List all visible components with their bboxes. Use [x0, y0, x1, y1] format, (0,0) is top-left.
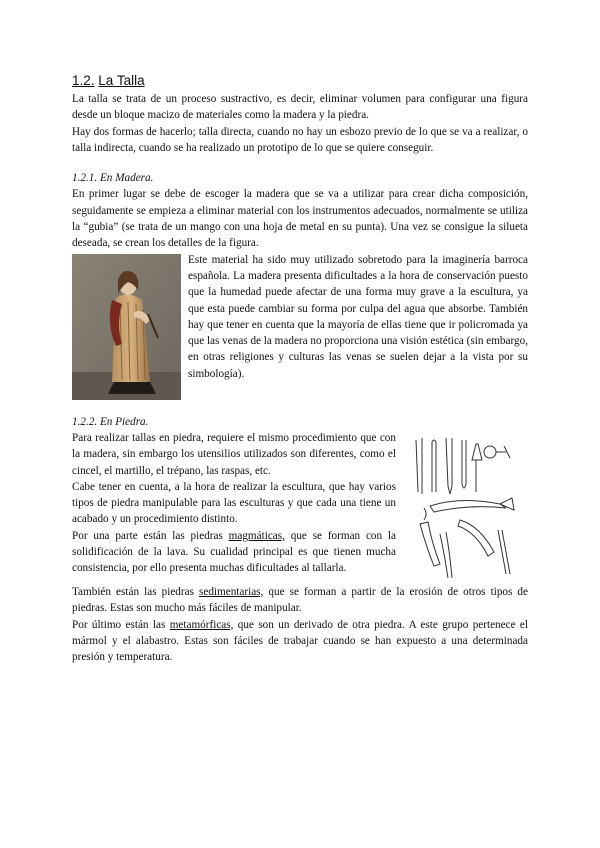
madera-figure-row	[72, 252, 528, 400]
stone-tools-sketch	[410, 434, 528, 584]
piedra-heading: 1.2.2. En Piedra.	[72, 415, 149, 428]
metamorficas-pre: Por último están las	[72, 618, 170, 631]
section-number: 1.2.	[72, 73, 95, 88]
piedra-figure-row	[72, 430, 528, 584]
intro-paragraph-2: Hay dos formas de hacerlo; talla directa, cuando no hay un esbozo previo de lo que se va a realizar, o talla indirecta, cuando se ha realizado un prototipo de lo que se quiere conseguir.	[72, 125, 528, 154]
document-page	[72, 72, 528, 665]
sedimentarias-pre: También están las piedras	[72, 585, 199, 598]
sedimentarias-post: que se forman a partir de la erosión de otros tipos de piedras. Estas son mucho más fáciles de manipular.	[72, 585, 528, 615]
piedra-paragraph-5	[72, 617, 528, 666]
sedimentarias-term: sedimentarias,	[199, 585, 264, 598]
metamorficas-term: metamórficas,	[169, 618, 234, 631]
madera-paragraph-2: Este material ha sido muy utilizado sobretodo para la imaginería barroca española. La madera presenta dificultades a la hora de conservación puesto que la humedad puede afectar de una forma muy grave a la escultura, ya que esta puede cambiar su forma por culpa del agua que absorbe. También hay que tener en cuenta que la mayoría de ellas tiene que ir policromada ya que las venas de la madera no proporciona una visión estética (sin embargo, en otras religiones y culturas las venas se suelen dejar a la vista por su simbología).	[188, 253, 528, 380]
metamorficas-post: que son un derivado de otra piedra. A este grupo pertenece el mármol y el alabastro. Estas son fáciles de trabajar cuando se han expuesto a una determinada presión y temperatura.	[72, 618, 529, 664]
magmaticas-post: que se forman con la solidificación de la lava. Su cualidad principal es que tienen mucha consistencia, por ello presenta muchas dificultades al tallarla.	[72, 529, 396, 575]
piedra-paragraph-3	[72, 528, 396, 577]
madera-paragraph-1: En primer lugar se debe de escoger la madera que se va a utilizar para crear dicha composición, seguidamente se empieza a eliminar material con los instrumentos adecuados, normalmente se utiliza la “gubia” (se trata de un mango con una hoja de metal en su punta). Una vez se consigue la silueta deseada, se crean los detalles de la figura.	[72, 188, 528, 250]
wood-sculpture-image	[72, 254, 181, 400]
section-heading	[72, 72, 528, 89]
piedra-paragraph-4	[72, 584, 528, 617]
section-title: La Talla	[98, 73, 145, 88]
piedra-paragraph-1: Para realizar tallas en piedra, requiere el mismo procedimiento que con la madera, sin embargo los utensilios utilizados son diferentes, como el cincel, el martillo, el trépano, las raspas, etc.	[72, 431, 396, 477]
magmaticas-pre: Por una parte están las piedras	[72, 529, 229, 542]
madera-heading: 1.2.1. En Madera.	[72, 172, 154, 185]
piedra-paragraph-2: Cabe tener en cuenta, a la hora de realizar la escultura, que hay varios tipos de piedra manipulable para las esculturas y que cada una tiene un acabado y un procedimiento distinto.	[72, 480, 396, 526]
magmaticas-term: magmáticas,	[228, 529, 285, 542]
intro-paragraph-1: La talla se trata de un proceso sustractivo, es decir, eliminar volumen para configurar una figura desde un bloque macizo de materiales como la madera y la piedra.	[72, 93, 528, 122]
